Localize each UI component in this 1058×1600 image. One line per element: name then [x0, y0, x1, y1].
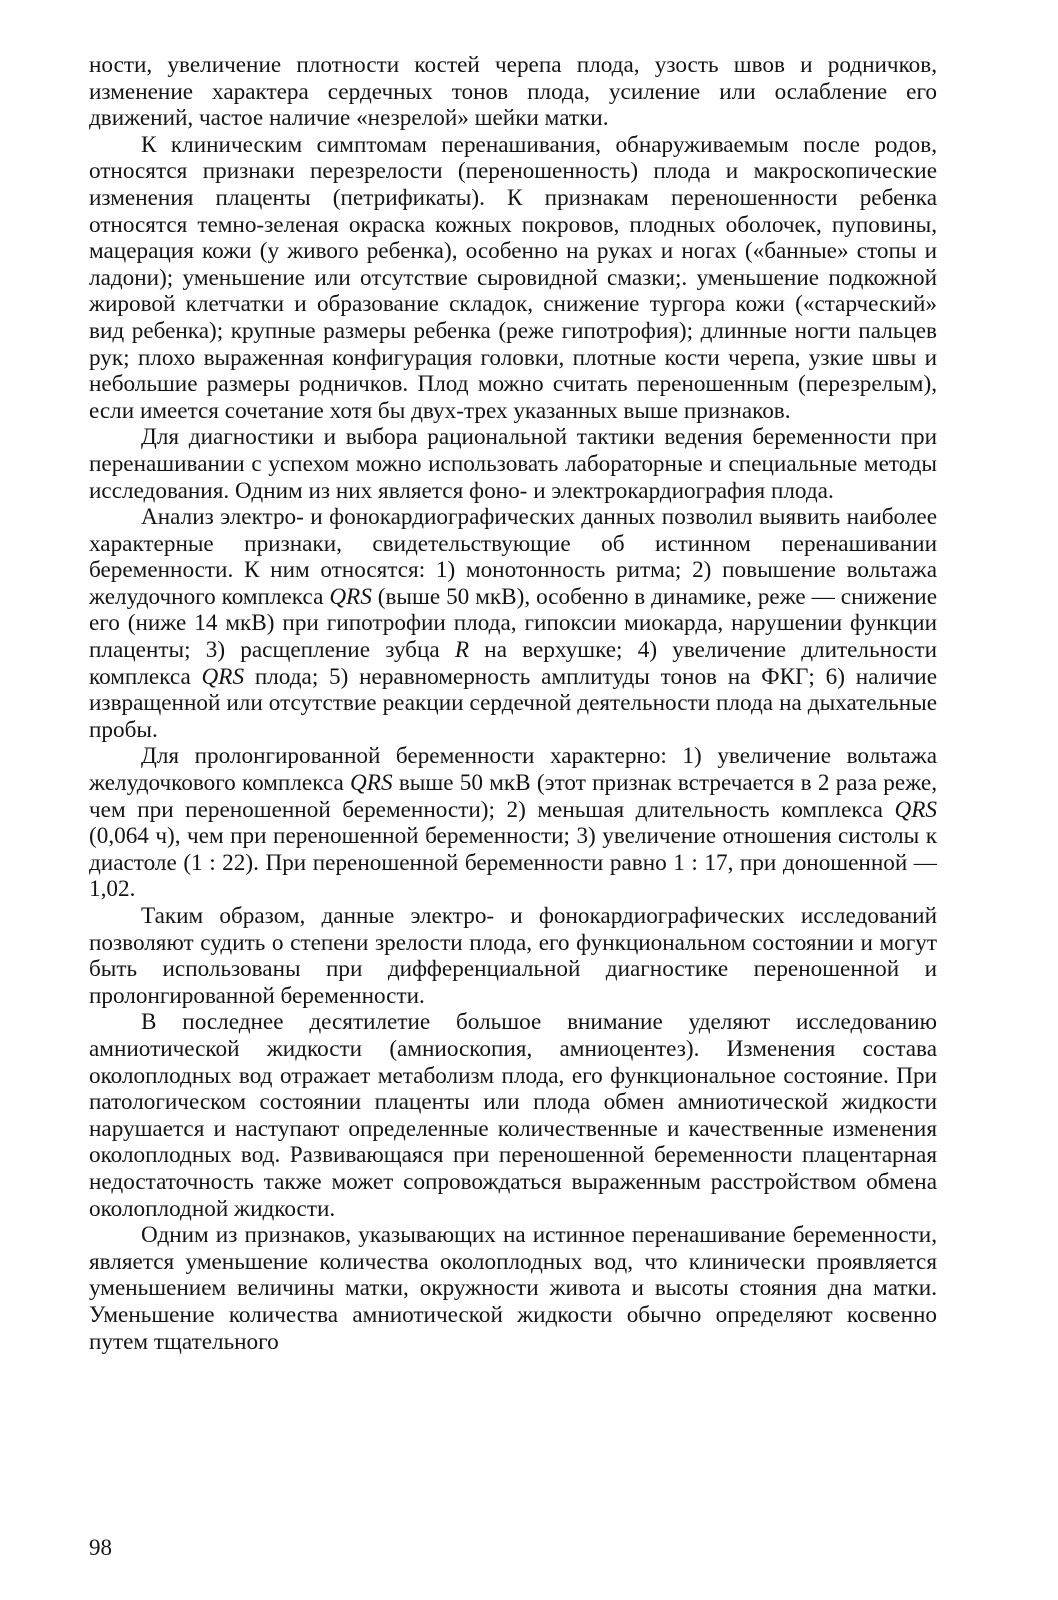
paragraph-diagnostics: Для диагностики и выбора рациональной тактики ведения беременности при перенашивании с успехом можно использовать лабораторные и специальные методы исследования. Одним из них является фоно- и электрокардиография плода.: [89, 424, 937, 504]
paragraph-prolonged-pregnancy: Для пролонгированной беременности характерно: 1) увеличение вольтажа желудочкового комплекса QRS выше 50 мкВ (этот признак встречается в 2 раза реже, чем при переношенной беременности); 2) меньшая длительность комплекса QRS (0,064 ч), чем при переношенной беременности; 3) увеличение отношения систолы к диастоле (1 : 22). При переношенной беременности равно 1 : 17, при доношенной — 1,02.: [89, 743, 937, 903]
paragraph-continuation: ности, увеличение плотности костей черепа плода, узость швов и родничков, изменение характера сердечных тонов плода, усиление или ослабление его движений, частое наличие «незрелой» шейки матки.: [89, 52, 937, 132]
paragraph-signs: Одним из признаков, указывающих на истинное перенашивание беременности, является уменьшение количества околоплодных вод, что клинически проявляется уменьшением величины матки, окружности живота и высоты стояния дна матки. Уменьшение количества амниотической жидкости обычно определяют косвенно путем тщательного: [89, 1222, 937, 1355]
paragraph-amniotic-fluid: В последнее десятилетие большое внимание уделяют исследованию амниотической жидкости (амниоскопия, амниоцентез). Изменения состава околоплодных вод отражает метаболизм плода, его функциональное состояние. При патологическом состоянии плаценты или плода обмен амниотической жидкости нарушается и наступают определенные количественные и качественные изменения околоплодных вод. Развивающаяся при переношенной беременности плацентарная недостаточность также может сопровождаться выраженным расстройством обмена околоплодной жидкости.: [89, 1009, 937, 1222]
paragraph-ecg-analysis: Анализ электро- и фонокардиографических данных позволил выявить наиболее характерные признаки, свидетельствующие об истинном перенашивании беременности. К ним относятся: 1) монотонность ритма; 2) повышение вольтажа желудочного комплекса QRS (выше 50 мкВ), особенно в динамике, реже — снижение его (ниже 14 мкВ) при гипотрофии плода, гипоксии миокарда, нарушении функции плаценты; 3) расщепление зубца R на верхушке; 4) увеличение длительности комплекса QRS плода; 5) неравномерность амплитуды тонов на ФКГ; 6) наличие извращенной или отсутствие реакции сердечной деятельности плода на дыхательные пробы.: [89, 504, 938, 743]
page-number: 98: [89, 1535, 112, 1560]
page-body: [89, 52, 937, 1355]
paragraph-conclusion: Таким образом, данные электро- и фонокардиографических исследований позволяют судить о степени зрелости плода, его функциональном состоянии и могут быть использованы при дифференциальной диагностике переношенной и пролонгированной беременности.: [89, 903, 937, 1009]
paragraph-clinical-symptoms: К клиническим симптомам перенашивания, обнаруживаемым после родов, относятся признаки перезрелости (переношенность) плода и макроскопические изменения плаценты (петрификаты). К признакам переношенности ребенка относятся темно-зеленая окраска кожных покровов, плодных оболочек, пуповины, мацерация кожи (у живого ребенка), особенно на руках и ногах («банные» стопы и ладони); уменьшение или отсутствие сыровидной смазки;. уменьшение подкожной жировой клетчатки и образование складок, снижение тургора кожи («старческий» вид ребенка); крупные размеры ребенка (реже гипотрофия); длинные ногти пальцев рук; плохо выраженная конфигурация головки, плотные кости черепа, узкие швы и небольшие размеры родничков. Плод можно считать переношенным (перезрелым), если имеется сочетание хотя бы двух-трех указанных выше признаков.: [89, 131, 937, 424]
